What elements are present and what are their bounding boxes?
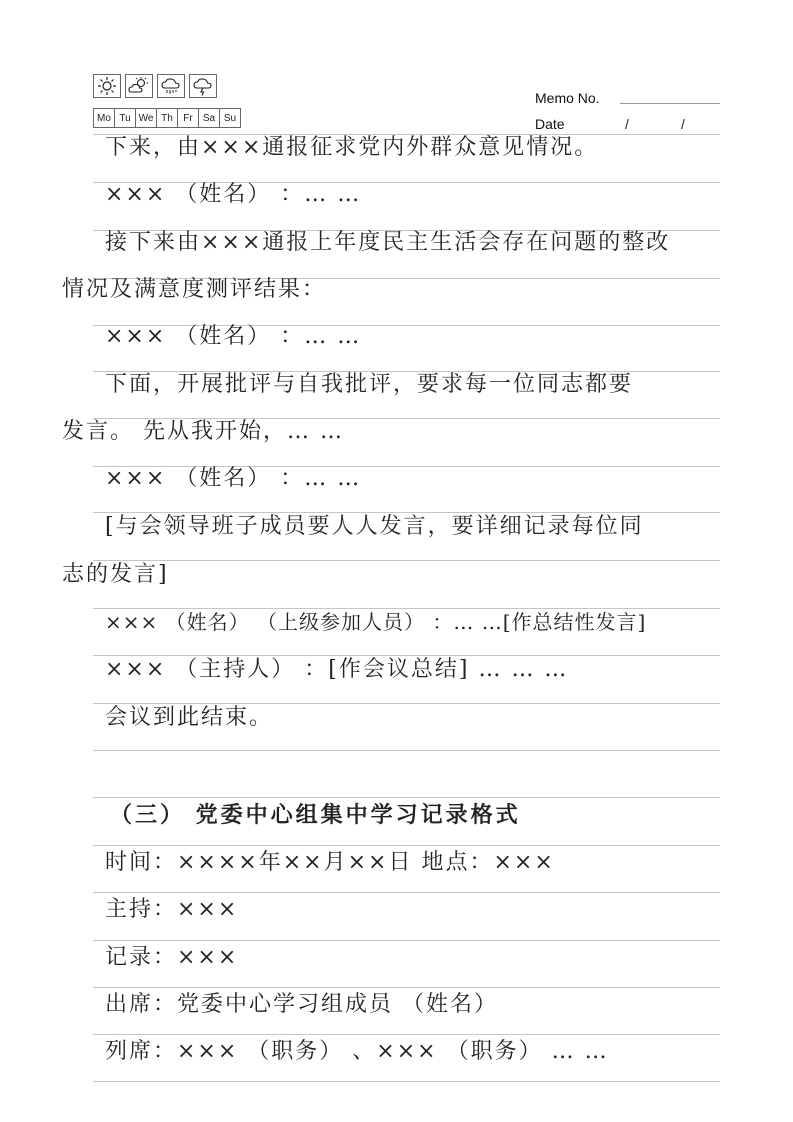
ruled-line: [93, 750, 720, 751]
text-line: 会议到此结束。: [105, 705, 274, 730]
ruled-line: [93, 892, 720, 893]
text-line: 主持：×××: [105, 897, 239, 922]
day-checkbox-fri[interactable]: Fr: [177, 108, 199, 128]
text-line: ××× （主持人） ：[作会议总结] … … …: [105, 657, 569, 682]
ruled-line: [93, 940, 720, 941]
text-line: ××× （姓名） （上级参加人员） ：… …[作总结性发言]: [105, 610, 647, 634]
text-line: 下来，由×××通报征求党内外群众意见情况。: [105, 135, 599, 160]
text-line: 情况及满意度测评结果：: [62, 277, 327, 302]
ruled-line: [93, 797, 720, 798]
day-checkbox-sat[interactable]: Sa: [198, 108, 220, 128]
partly-cloudy-icon[interactable]: [125, 74, 153, 98]
ruled-line: [93, 1034, 720, 1035]
text-line: 接下来由×××通报上年度民主生活会存在问题的整改: [105, 230, 671, 255]
section-heading: （三） 党委中心组集中学习记录格式: [110, 802, 521, 828]
text-line: 出席：党委中心学习组成员 （姓名）: [105, 992, 498, 1017]
text-line: 下面，开展批评与自我批评，要求每一位同志都要: [105, 372, 634, 397]
text-line: 记录：×××: [105, 945, 239, 970]
sun-icon[interactable]: [93, 74, 121, 98]
day-checkbox-thu[interactable]: Th: [156, 108, 178, 128]
date-separator: /: [625, 116, 629, 132]
weather-icons: [93, 74, 217, 98]
day-checkbox-tue[interactable]: Tu: [114, 108, 136, 128]
ruled-line: [93, 845, 720, 846]
memo-number-field[interactable]: [620, 103, 720, 104]
ruled-line: [93, 1081, 720, 1082]
memo-number-label: Memo No.: [535, 90, 600, 106]
text-line: ××× （姓名） ：… …: [105, 466, 362, 491]
rain-icon[interactable]: [157, 74, 185, 98]
text-line: 发言。 先从我开始，… …: [62, 419, 344, 444]
ruled-line: [93, 987, 720, 988]
day-checkbox-mon[interactable]: Mo: [93, 108, 115, 128]
text-line: ××× （姓名） ：… …: [105, 182, 362, 207]
day-checkbox-wed[interactable]: We: [135, 108, 157, 128]
weekday-selector: [93, 108, 240, 128]
thunderstorm-icon[interactable]: [189, 74, 217, 98]
text-line: 志的发言]: [62, 562, 169, 587]
text-line: 时间：××××年××月××日 地点：×××: [105, 850, 555, 875]
date-separator: /: [681, 116, 685, 132]
text-line: 列席：××× （职务） 、××× （职务） … …: [105, 1039, 609, 1064]
ruled-line: [93, 560, 720, 561]
day-checkbox-sun[interactable]: Su: [219, 108, 241, 128]
text-line: ××× （姓名） ：… …: [105, 324, 362, 349]
date-label: Date: [535, 116, 565, 132]
text-line: [与会领导班子成员要人人发言，要详细记录每位同: [105, 514, 644, 539]
